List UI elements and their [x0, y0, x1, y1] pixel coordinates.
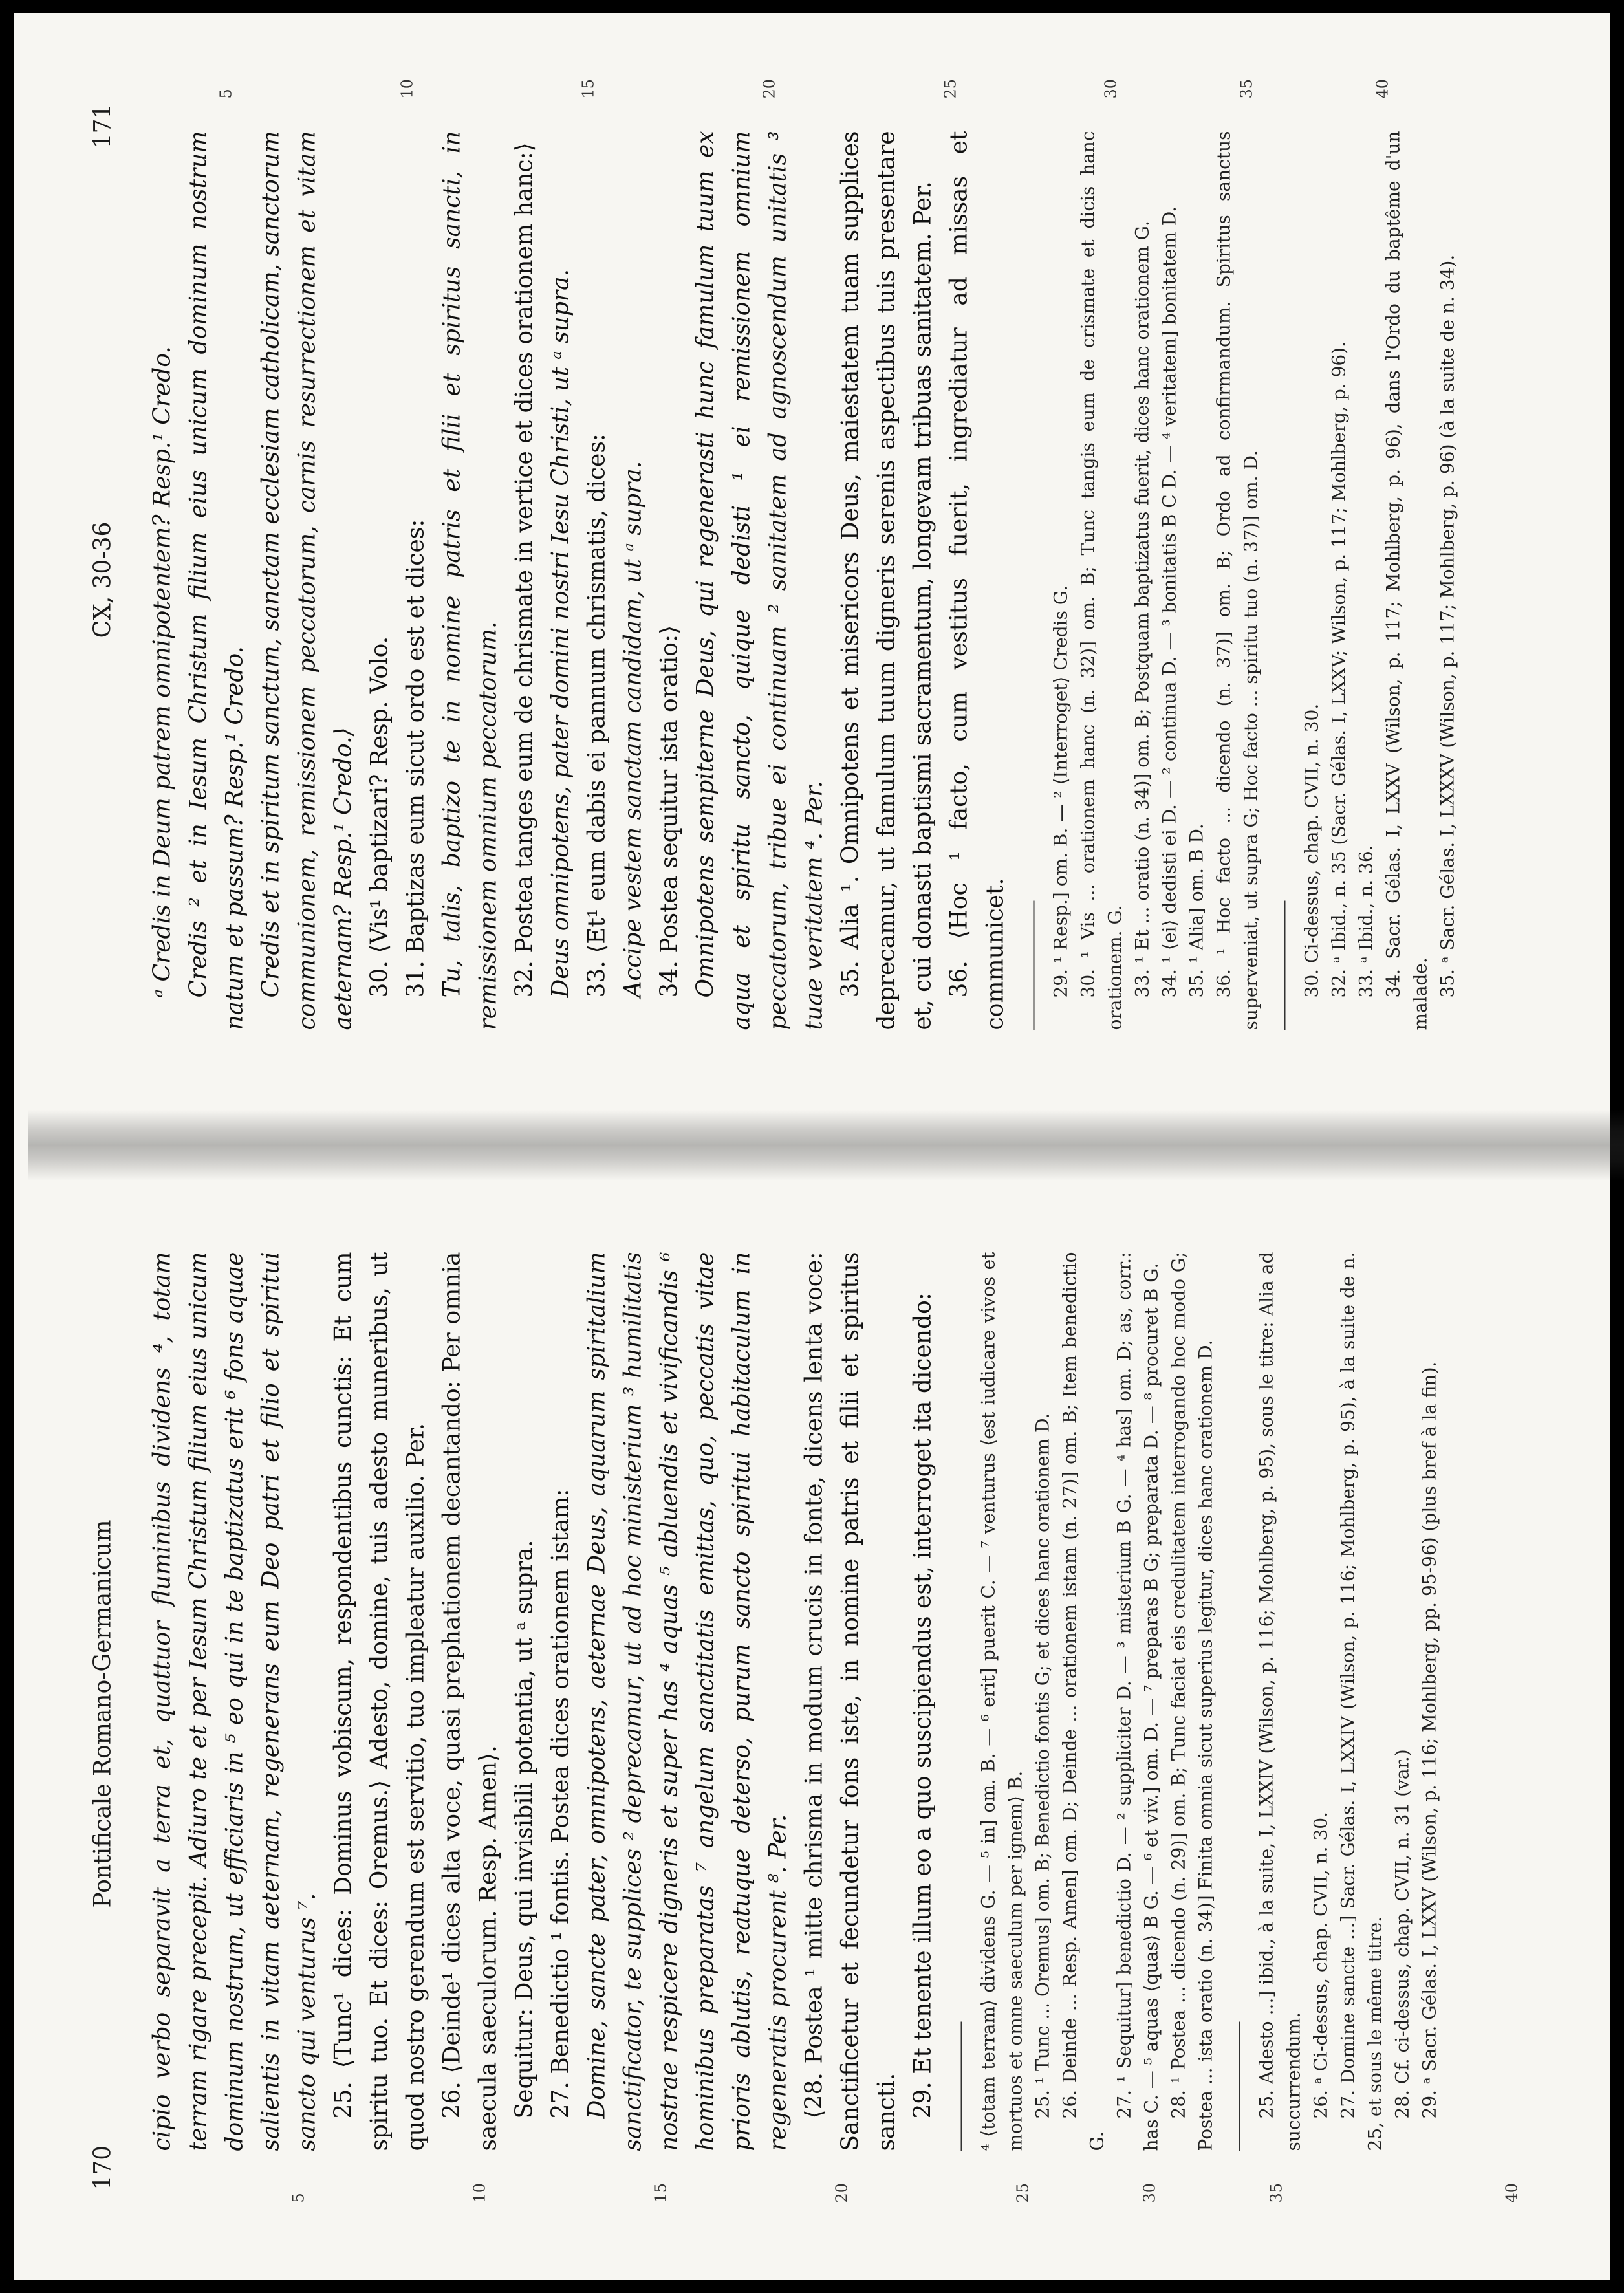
text-paragraph: Omnipotens sempiterne Deus, qui regenerasti hunc famulum tuum ex aqua et spiritu sancto, quique dedisti ¹ ei remissionem omnium peccatorum, tribue ei continuam ² sanitatem ad agnoscendum unitatis ³ tuae veritatem ⁴. Per.: [692, 131, 828, 1030]
left-running-head: Pontificale Romano-Germanicum: [89, 1519, 116, 1908]
right-variant-notes: [1048, 131, 1265, 1030]
footnote: 33. ᵃ Ibid., n. 36.: [1355, 845, 1377, 998]
line-number: 30: [1101, 78, 1120, 99]
right-page-header: [90, 104, 129, 1056]
line-number: 25: [1013, 2182, 1032, 2203]
line-number: 5: [289, 2193, 308, 2203]
footnote: 26. ᵃ Ci-dessus, chap. CVII, n. 30.: [1310, 1812, 1332, 2119]
text-paragraph: cipio verbo separavit a terra et, quattuor fluminibus dividens ⁴, totam terram rigare precepit. Adiuro te et per Iesum Christum filium eius unicum dominum nostrum, ut efficiaris in ⁵ eo qui in te baptizatus erit ⁶ fons aquae salientis in vitam aeternam, regenerans eum Deo patri et filio et spiritui sancto qui venturus ⁷.: [149, 1252, 321, 2151]
text-paragraph: 27. Benedictio ¹ fontis. Postea dices orationem istam:: [547, 1488, 574, 2119]
text-paragraph: 34. Postea sequitur ista oratio:⟩: [656, 625, 683, 998]
line-number: 25: [941, 78, 960, 99]
line-number: 15: [579, 78, 598, 99]
line-number: 20: [760, 78, 779, 99]
text-paragraph: 33. ⟨Et¹ eum dabis ei pannum chrismatis, dices:: [583, 433, 611, 998]
right-line-numbers: [145, 67, 1568, 99]
footnote: 28. ¹ Postea ... dicendo (n. 29)] om. B; Tunc faciat eis credulitatem interrogando hoc modo G; Postea ... ista oratio (n. 34)] Finita omnia sicut superius legitur, dices hanc orationem D.: [1167, 1252, 1217, 2151]
text-paragraph: ⟨28. Postea ¹ mitte chrisma in modum crucis in fonte, dicens lenta voce: Sanctificetur et fecundetur fons iste, in nomine patris et filii et spiritus sancti.: [801, 1252, 900, 2151]
footnote: 25. ¹ Tunc ... Oremus] om. B; Benedictio fontis G; et dices hanc orationem D.: [1032, 1413, 1054, 2119]
line-number: 40: [1373, 78, 1392, 99]
footnote: 27. ¹ Sequitur] benedictio D. — ² suppliciter D. — ³ misterium B G. — ⁴ has] om. D; as, corr.: has C. — ⁵ aquas ⟨quas⟩ B G. — ⁶ et viv.] om. D. — ⁷ preparas B G; preparata D. — ⁸ procuret B G.: [1113, 1252, 1162, 2151]
line-number: 30: [1140, 2182, 1159, 2203]
text-paragraph: Sequitur: Deus, qui invisibili potentia, ut ᵃ supra.: [511, 1539, 538, 2119]
text-paragraph: 25. ⟨Tunc¹ dices: Dominus vobiscum, respondentibus cunctis: Et cum spiritu tuo. Et dices: Oremus.⟩ Adesto, domine, tuis adesto muneribus, ut quod nostro gerendum est servitio, tuo impleatur auxilio. Per.: [330, 1252, 429, 2151]
text-paragraph: 30. ⟨Vis¹ baptizari? Resp. Volo.: [366, 636, 393, 998]
footnote-separator: [1034, 901, 1035, 1030]
text-paragraph: 35. Alia ¹. Omnipotens et misericors Deus, maiestatem tuam supplices deprecamur, ut famulum tuum digneris serenis aspectibus tuis presentare et, cui donasti baptismi sacramentum, longevam tribuas sanitatem. Per.: [837, 131, 937, 1030]
footnote: ⁴ ⟨totam terram⟩ dividens G. — ⁵ in] om. B. — ⁶ erit] puerit C. — ⁷ venturus ⟨est iudicare vivos et mortuos et omne saeculum per ignem⟩ B.: [977, 1252, 1026, 2151]
footnote: 35. ᵃ Sacr. Gélas. I, LXXXV (Wilson, p. 117; Mohlberg, p. 96) (à la suite de n. 34).: [1436, 254, 1458, 998]
footnote-separator: [1284, 901, 1286, 1030]
left-page-number: 170: [89, 2145, 116, 2190]
line-number: 10: [470, 2182, 489, 2203]
footnote: 32. ᵃ Ibid., n. 35 (Sacr. Gélas. I, LXXV; Wilson, p. 117; Mohlberg, p. 96).: [1328, 341, 1350, 998]
footnote: 34. Sacr. Gélas. I, LXXV (Wilson, p. 117; Mohlberg, p. 96), dans l'Ordo du baptême d'un malade.: [1382, 131, 1431, 1030]
footnote: 35. ¹ Alia] om. B D.: [1186, 823, 1207, 998]
left-variant-notes: [975, 1252, 1220, 2151]
right-page-body: [145, 131, 1462, 1030]
text-paragraph: Domine, sancte pater, omnipotens, aeternae Deus, aquarum spiritalium sanctificator, te supplices ² deprecamur, ut ad hoc ministerium ³ humilitatis nostrae respicere digneris et super has ⁴ aquas ⁵ abluendis et vivificandis ⁶ hominibus preparatas ⁷ angelum sanctitatis emittas, quo, peccatis vitae prioris ablutis, reatuque deterso, purum sancto spiritui habitaculum in regeneratis procurent ⁸. Per.: [583, 1252, 792, 2151]
footnote: 28. Cf. ci-dessus, chap. CVII, n. 31 (var.): [1391, 1749, 1413, 2119]
rotated-spread: [28, 14, 1624, 2281]
text-paragraph: 26. ⟨Deinde¹ dices alta voce, quasi prephationem decantando: Per omnia saecula saeculorum. Resp. Amen⟩.: [438, 1252, 502, 2151]
line-number: 5: [217, 89, 235, 99]
left-page-header: [90, 1238, 129, 2190]
text-paragraph: Credis ² et in Iesum Christum filium eius unicum dominum nostrum natum et passum? Resp.¹ Credo.: [185, 131, 248, 1030]
text-paragraph: Accipe vestem sanctam candidam, ut ᵃ supra.: [620, 461, 647, 998]
right-page: [28, 14, 1624, 1147]
text-paragraph: Tu, talis, baptizo te in nomine patris et filii et spiritus sancti, in remissionem omnium peccatorum.: [438, 131, 502, 1030]
text-paragraph: 36. ⟨Hoc ¹ facto, cum vestitus fuerit, ingrediatur ad missas et communicet.: [946, 131, 1009, 1030]
line-number: 35: [1237, 78, 1256, 99]
footnote: 27. Domine sancte ...] Sacr. Gélas. I, LXXIV (Wilson, p. 116; Mohlberg, p. 95), à la suite de n. 25, et sous le même titre.: [1337, 1252, 1386, 2151]
footnote: 36. ¹ Hoc facto ... dicendo (n. 37)] om. B; Ordo ad confirmandum. Spiritus sanctus superveniat, ut supra G; Hoc facto ... spiritu tuo (n. 37)] om. D.: [1213, 131, 1262, 1030]
footnote: 30. ¹ Vis ... orationem hanc (n. 32)] om. B; Tunc tangis eum de crismate et dicis hanc orationem. G.: [1077, 131, 1126, 1030]
paper-sheet: [14, 13, 1610, 2280]
text-paragraph: 31. Baptizas eum sicut ordo est et dices:: [402, 519, 429, 998]
line-number: 20: [832, 2182, 851, 2203]
line-number: 35: [1267, 2182, 1286, 2203]
footnote: 25. Adesto ...] ibid., à la suite, I, LXXIV (Wilson, p. 116; Mohlberg, p. 95), sous le titre: Alia ad succurrendum.: [1255, 1252, 1305, 2151]
text-paragraph: 32. Postea tanges eum de chrismate in vertice et dices orationem hanc:⟩: [511, 142, 538, 998]
text-paragraph: Credis et in spiritum sanctum, sanctam ecclesiam catholicam, sanctorum communionem, remissionem peccatorum, carnis resurrectionem et vitam aeternam? Resp.¹ Credo.⟩: [257, 131, 357, 1030]
footnote: 34. ¹ ⟨ei⟩ dedisti ei D. — ² continua D. — ³ bonitatis B C D. — ⁴ veritatem] bonitatem D.: [1158, 206, 1180, 998]
line-number: 15: [651, 2182, 670, 2203]
footnote: 29. ᵃ Sacr. Gélas. I, LXXV (Wilson, p. 116; Mohlberg, pp. 95-96) (plus bref à la fin).: [1418, 1361, 1440, 2119]
left-line-numbers: [145, 2171, 1568, 2203]
text-paragraph: Deus omnipotens, pater domini nostri Iesu Christi, ut ᵃ supra.: [547, 268, 574, 998]
right-page-number: 171: [89, 103, 116, 149]
footnote: 30. Ci-dessus, chap. CVII, n. 30.: [1301, 703, 1323, 998]
footnote-separator: [1239, 2022, 1240, 2151]
left-source-notes: [1253, 1252, 1444, 2151]
text-paragraph: 29. Et tenente illum eo a quo suscipiendus est, interroget ita dicendo:: [909, 1292, 937, 2119]
footnote-separator: [961, 2022, 962, 2151]
line-number: 40: [1502, 2182, 1521, 2203]
footnote: 26. Deinde ... Resp. Amen] om. D; Deinde ... orationem istam (n. 27)] om. B; Item benedictio G.: [1059, 1252, 1108, 2151]
left-page-body: [145, 1252, 1444, 2151]
left-page: [28, 1147, 1624, 2281]
line-number: 10: [398, 78, 417, 99]
right-running-head: CX, 30-36: [89, 521, 116, 638]
right-source-notes: [1299, 131, 1462, 1030]
footnote: 29. ¹ Resp.] om. B. — ² ⟨Interroget⟩ Credis G.: [1050, 585, 1072, 998]
footnote: 33. ¹ Et ... oratio (n. 34)] om. B; Postquam baptizatus fuerit, dices hanc orationem G.: [1131, 221, 1153, 998]
text-paragraph: ᵃ Credis in Deum patrem omnipotentem? Resp.¹ Credo.: [149, 346, 176, 998]
